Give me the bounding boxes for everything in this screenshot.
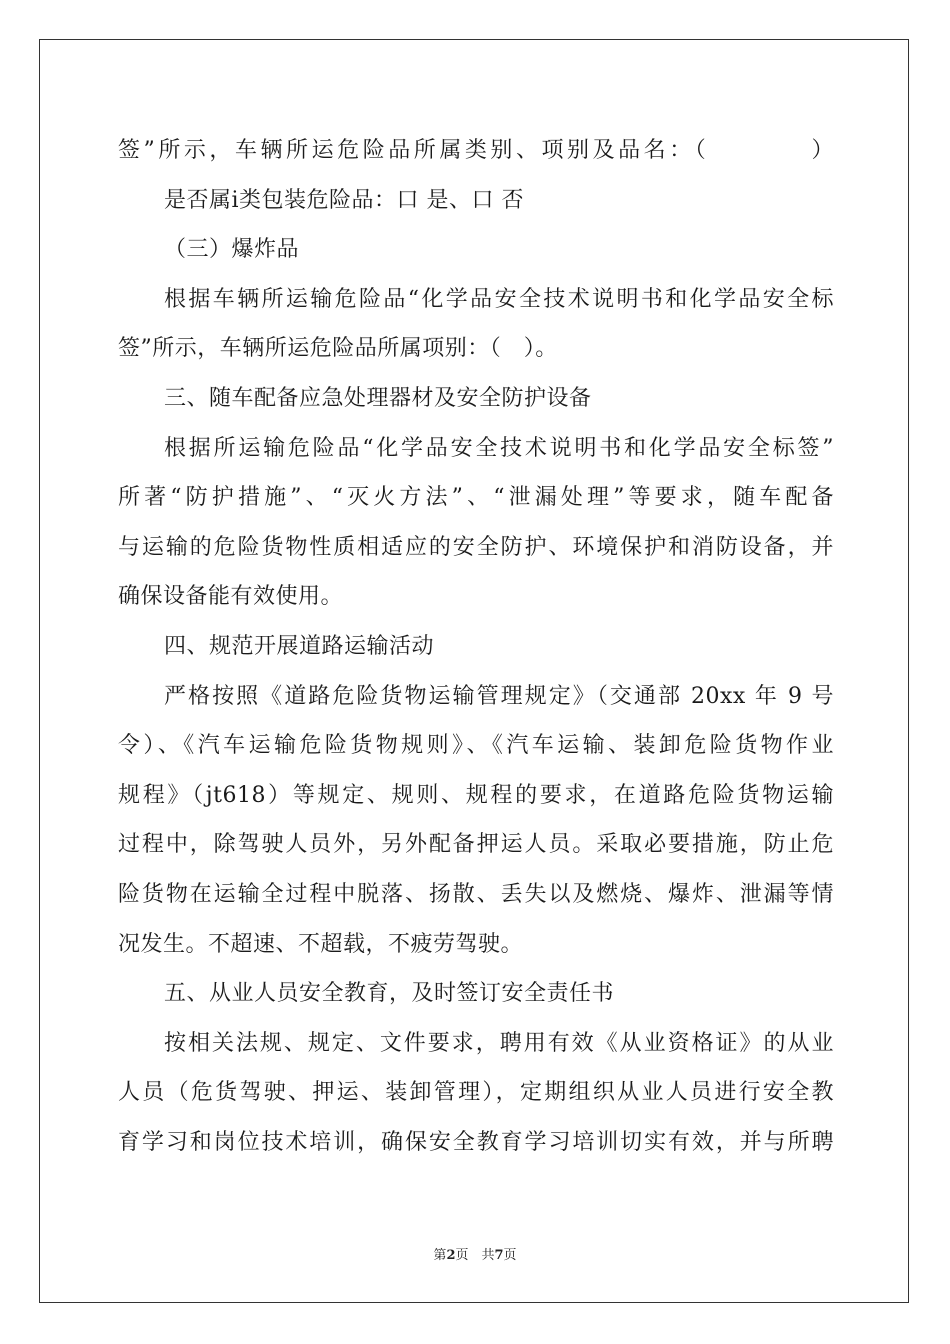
footer-total-pages: 7 — [494, 1248, 504, 1263]
text-line-1: 签”所示，车辆所运危险品所属类别、项别及品名：（ ） — [118, 138, 834, 163]
text-line-14: 规程》（jt618）等规定、规则、规程的要求，在道路危险货物运输 — [118, 782, 834, 808]
footer-suffix: 页 — [503, 1248, 517, 1263]
page-footer — [0, 1244, 950, 1263]
section-heading-4: 四、规范开展道路运输活动 — [164, 633, 435, 659]
section-heading-3: 三、随车配备应急处理器材及安全防护设备 — [164, 385, 592, 411]
text-line-2: 是否属ⅰ类包装危险品：口 是、口 否 — [164, 187, 525, 213]
text-line-9: 与运输的危险货物性质相适应的安全防护、环境保护和消防设备，并 — [118, 534, 834, 560]
footer-prefix: 第 — [433, 1248, 447, 1263]
footer-mid: 页 共 — [455, 1248, 495, 1263]
document-body — [118, 126, 834, 1167]
text-line-15: 过程中，除驾驶人员外，另外配备押运人员。采取必要措施，防止危 — [118, 832, 834, 858]
text-line-16: 险货物在运输全过程中脱落、扬散、丢失以及燃烧、爆炸、泄漏等情 — [118, 881, 834, 907]
section-heading-explosives: （三）爆炸品 — [164, 237, 300, 263]
text-line-13: 令）、《汽车运输危险货物规则》、《汽车运输、装卸危险货物作业 — [118, 733, 834, 759]
text-line-19: 按相关法规、规定、文件要求，聘用有效《从业资格证》的从业 — [164, 1030, 834, 1056]
text-line-12: 严格按照《道路危险货物运输管理规定》（交通部 20xx 年 9 号 — [164, 683, 834, 709]
text-line-17: 况发生。不超速、不超载，不疲劳驾驶。 — [118, 931, 524, 957]
text-line-5: 签”所示，车辆所运危险品所属项别：（ ）。 — [118, 336, 558, 362]
text-line-7: 根据所运输危险品“化学品安全技术说明书和化学品安全标签” — [164, 435, 834, 461]
section-heading-5: 五、从业人员安全教育，及时签订安全责任书 — [164, 981, 615, 1007]
text-line-4: 根据车辆所运输危险品“化学品安全技术说明书和化学品安全标 — [164, 286, 834, 312]
text-line-8: 所著“防护措施”、“灭火方法”、“泄漏处理”等要求，随车配备 — [118, 485, 834, 511]
footer-current-page: 2 — [446, 1248, 456, 1263]
text-line-10: 确保设备能有效使用。 — [118, 584, 344, 610]
text-line-21: 育学习和岗位技术培训，确保安全教育学习培训切实有效，并与所聘 — [118, 1129, 834, 1155]
text-line-20: 人员（危货驾驶、押运、装卸管理），定期组织从业人员进行安全教 — [118, 1080, 834, 1106]
